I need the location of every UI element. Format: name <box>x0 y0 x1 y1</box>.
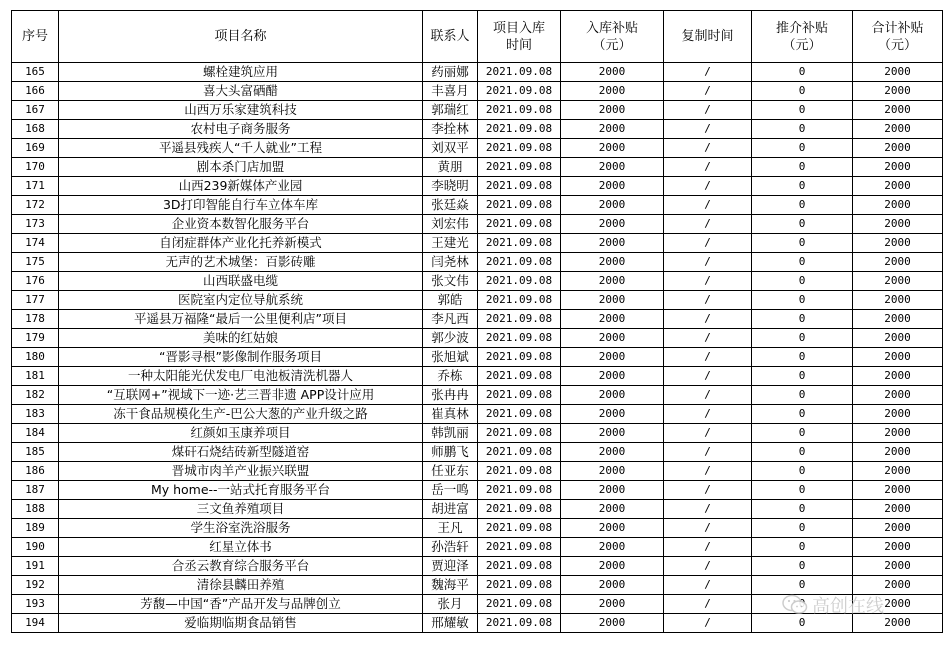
cell-contact: 王凡 <box>423 519 478 538</box>
cell-seq: 186 <box>12 462 59 481</box>
cell-referral-subsidy: 0 <box>752 310 853 329</box>
cell-copy-time: / <box>664 557 752 576</box>
cell-copy-time: / <box>664 614 752 633</box>
cell-contact: 张旭斌 <box>423 348 478 367</box>
table-row <box>12 177 943 196</box>
cell-seq: 191 <box>12 557 59 576</box>
cell-copy-time: / <box>664 481 752 500</box>
cell-copy-time: / <box>664 82 752 101</box>
cell-referral-subsidy: 0 <box>752 253 853 272</box>
cell-entry-subsidy: 2000 <box>561 215 664 234</box>
cell-copy-time: / <box>664 139 752 158</box>
cell-total-subsidy: 2000 <box>853 386 943 405</box>
table-row <box>12 101 943 120</box>
table-row <box>12 120 943 139</box>
cell-entry-subsidy: 2000 <box>561 101 664 120</box>
cell-entry-time: 2021.09.08 <box>478 443 561 462</box>
cell-project-name: 晋城市肉羊产业振兴联盟 <box>59 462 423 481</box>
cell-entry-time: 2021.09.08 <box>478 196 561 215</box>
cell-referral-subsidy: 0 <box>752 462 853 481</box>
cell-seq: 188 <box>12 500 59 519</box>
cell-entry-subsidy: 2000 <box>561 538 664 557</box>
cell-project-name: 3D打印智能自行车立体车库 <box>59 196 423 215</box>
table-row <box>12 443 943 462</box>
table-row <box>12 405 943 424</box>
cell-copy-time: / <box>664 310 752 329</box>
header-total-subsidy <box>853 11 943 63</box>
cell-total-subsidy: 2000 <box>853 348 943 367</box>
table-row <box>12 139 943 158</box>
cell-contact: 张文伟 <box>423 272 478 291</box>
cell-entry-subsidy: 2000 <box>561 424 664 443</box>
cell-entry-subsidy: 2000 <box>561 348 664 367</box>
cell-contact: 邢耀敏 <box>423 614 478 633</box>
cell-project-name: “晋影寻根”影像制作服务项目 <box>59 348 423 367</box>
table-row <box>12 462 943 481</box>
cell-seq: 170 <box>12 158 59 177</box>
cell-project-name: 芳馥—中国“香”产品开发与品牌创立 <box>59 595 423 614</box>
cell-contact: 乔栋 <box>423 367 478 386</box>
cell-entry-time: 2021.09.08 <box>478 386 561 405</box>
cell-total-subsidy: 2000 <box>853 120 943 139</box>
cell-entry-subsidy: 2000 <box>561 519 664 538</box>
cell-entry-time: 2021.09.08 <box>478 253 561 272</box>
cell-contact: 崔真林 <box>423 405 478 424</box>
cell-seq: 177 <box>12 291 59 310</box>
cell-entry-time: 2021.09.08 <box>478 519 561 538</box>
cell-referral-subsidy: 0 <box>752 443 853 462</box>
cell-entry-time: 2021.09.08 <box>478 500 561 519</box>
cell-referral-subsidy: 0 <box>752 272 853 291</box>
table-row <box>12 424 943 443</box>
cell-contact: 刘双平 <box>423 139 478 158</box>
cell-entry-subsidy: 2000 <box>561 481 664 500</box>
cell-total-subsidy: 2000 <box>853 272 943 291</box>
cell-seq: 169 <box>12 139 59 158</box>
subsidy-table <box>11 10 943 633</box>
cell-contact: 闫尧林 <box>423 253 478 272</box>
cell-entry-subsidy: 2000 <box>561 196 664 215</box>
cell-copy-time: / <box>664 538 752 557</box>
table-row <box>12 63 943 82</box>
cell-entry-time: 2021.09.08 <box>478 82 561 101</box>
cell-referral-subsidy: 0 <box>752 101 853 120</box>
table-row <box>12 386 943 405</box>
cell-copy-time: / <box>664 291 752 310</box>
cell-project-name: My home--一站式托育服务平台 <box>59 481 423 500</box>
cell-total-subsidy: 2000 <box>853 595 943 614</box>
cell-referral-subsidy: 0 <box>752 481 853 500</box>
header-referral-subsidy-text: 推介补贴（元） <box>775 20 828 53</box>
cell-referral-subsidy: 0 <box>752 386 853 405</box>
cell-project-name: 自闭症群体产业化托养新模式 <box>59 234 423 253</box>
cell-contact: 黄朋 <box>423 158 478 177</box>
cell-contact: 郭少波 <box>423 329 478 348</box>
cell-project-name: 清徐县麟田养殖 <box>59 576 423 595</box>
cell-seq: 180 <box>12 348 59 367</box>
cell-seq: 193 <box>12 595 59 614</box>
cell-entry-subsidy: 2000 <box>561 272 664 291</box>
table-row <box>12 196 943 215</box>
cell-project-name: 山西239新媒体产业园 <box>59 177 423 196</box>
cell-copy-time: / <box>664 196 752 215</box>
cell-contact: 药丽娜 <box>423 63 478 82</box>
cell-entry-subsidy: 2000 <box>561 158 664 177</box>
cell-copy-time: / <box>664 424 752 443</box>
cell-entry-time: 2021.09.08 <box>478 310 561 329</box>
cell-referral-subsidy: 0 <box>752 614 853 633</box>
cell-entry-subsidy: 2000 <box>561 120 664 139</box>
cell-total-subsidy: 2000 <box>853 329 943 348</box>
cell-seq: 174 <box>12 234 59 253</box>
cell-seq: 178 <box>12 310 59 329</box>
cell-project-name: 无声的艺术城堡：百影砖雕 <box>59 253 423 272</box>
cell-referral-subsidy: 0 <box>752 158 853 177</box>
cell-entry-time: 2021.09.08 <box>478 120 561 139</box>
cell-copy-time: / <box>664 329 752 348</box>
watermark-text: 高创在线 <box>812 596 884 617</box>
header-contact: 联系人 <box>423 11 478 63</box>
cell-total-subsidy: 2000 <box>853 481 943 500</box>
cell-entry-time: 2021.09.08 <box>478 367 561 386</box>
cell-referral-subsidy: 0 <box>752 405 853 424</box>
cell-seq: 185 <box>12 443 59 462</box>
cell-seq: 190 <box>12 538 59 557</box>
table-row <box>12 82 943 101</box>
cell-total-subsidy: 2000 <box>853 519 943 538</box>
cell-contact: 贾迎泽 <box>423 557 478 576</box>
cell-entry-subsidy: 2000 <box>561 139 664 158</box>
cell-entry-subsidy: 2000 <box>561 234 664 253</box>
cell-entry-time: 2021.09.08 <box>478 595 561 614</box>
cell-entry-time: 2021.09.08 <box>478 158 561 177</box>
cell-seq: 182 <box>12 386 59 405</box>
cell-copy-time: / <box>664 595 752 614</box>
cell-project-name: 农村电子商务服务 <box>59 120 423 139</box>
cell-contact: 韩凯丽 <box>423 424 478 443</box>
table-row <box>12 253 943 272</box>
cell-project-name: 三文鱼养殖项目 <box>59 500 423 519</box>
table-row <box>12 481 943 500</box>
cell-project-name: 爱临期临期食品销售 <box>59 614 423 633</box>
cell-seq: 194 <box>12 614 59 633</box>
cell-copy-time: / <box>664 101 752 120</box>
cell-contact: 魏海平 <box>423 576 478 595</box>
table-row <box>12 519 943 538</box>
cell-contact: 张廷焱 <box>423 196 478 215</box>
table-row <box>12 557 943 576</box>
cell-entry-time: 2021.09.08 <box>478 272 561 291</box>
cell-referral-subsidy: 0 <box>752 576 853 595</box>
cell-contact: 丰喜月 <box>423 82 478 101</box>
header-entry-subsidy-text: 入库补贴（元） <box>585 20 638 53</box>
table-row <box>12 500 943 519</box>
cell-referral-subsidy: 0 <box>752 500 853 519</box>
header-entry-time <box>478 11 561 63</box>
cell-project-name: 合丞云教育综合服务平台 <box>59 557 423 576</box>
cell-total-subsidy: 2000 <box>853 177 943 196</box>
cell-total-subsidy: 2000 <box>853 576 943 595</box>
cell-referral-subsidy: 0 <box>752 538 853 557</box>
cell-copy-time: / <box>664 443 752 462</box>
cell-project-name: 煤矸石烧结砖新型隧道窑 <box>59 443 423 462</box>
header-entry-time-text: 项目入库时间 <box>492 20 545 53</box>
cell-project-name: 喜大头富硒醋 <box>59 82 423 101</box>
cell-entry-time: 2021.09.08 <box>478 348 561 367</box>
cell-referral-subsidy: 0 <box>752 329 853 348</box>
cell-project-name: 平遥县残疾人“千人就业”工程 <box>59 139 423 158</box>
cell-seq: 175 <box>12 253 59 272</box>
cell-referral-subsidy: 0 <box>752 519 853 538</box>
table-row <box>12 367 943 386</box>
cell-seq: 179 <box>12 329 59 348</box>
cell-entry-subsidy: 2000 <box>561 405 664 424</box>
cell-entry-time: 2021.09.08 <box>478 481 561 500</box>
cell-project-name: 企业资本数智化服务平台 <box>59 215 423 234</box>
cell-total-subsidy: 2000 <box>853 234 943 253</box>
cell-entry-time: 2021.09.08 <box>478 462 561 481</box>
cell-entry-time: 2021.09.08 <box>478 63 561 82</box>
cell-copy-time: / <box>664 519 752 538</box>
cell-total-subsidy: 2000 <box>853 158 943 177</box>
cell-total-subsidy: 2000 <box>853 139 943 158</box>
cell-project-name: 平遥县万福隆“最后一公里便利店”项目 <box>59 310 423 329</box>
cell-total-subsidy: 2000 <box>853 500 943 519</box>
cell-entry-time: 2021.09.08 <box>478 576 561 595</box>
cell-seq: 187 <box>12 481 59 500</box>
table-row <box>12 329 943 348</box>
cell-contact: 师鹏飞 <box>423 443 478 462</box>
cell-entry-time: 2021.09.08 <box>478 424 561 443</box>
cell-project-name: 医院室内定位导航系统 <box>59 291 423 310</box>
cell-entry-time: 2021.09.08 <box>478 139 561 158</box>
cell-referral-subsidy: 0 <box>752 196 853 215</box>
cell-seq: 176 <box>12 272 59 291</box>
cell-copy-time: / <box>664 462 752 481</box>
cell-project-name: 学生浴室洗浴服务 <box>59 519 423 538</box>
cell-referral-subsidy: 0 <box>752 120 853 139</box>
cell-total-subsidy: 2000 <box>853 215 943 234</box>
cell-referral-subsidy: 0 <box>752 215 853 234</box>
cell-entry-subsidy: 2000 <box>561 576 664 595</box>
cell-contact: 李拴林 <box>423 120 478 139</box>
cell-copy-time: / <box>664 576 752 595</box>
cell-project-name: 山西联盛电缆 <box>59 272 423 291</box>
table-row <box>12 215 943 234</box>
header-project-name: 项目名称 <box>59 11 423 63</box>
cell-total-subsidy: 2000 <box>853 310 943 329</box>
cell-entry-subsidy: 2000 <box>561 595 664 614</box>
cell-contact: 李晓明 <box>423 177 478 196</box>
table-row <box>12 291 943 310</box>
cell-total-subsidy: 2000 <box>853 196 943 215</box>
cell-entry-subsidy: 2000 <box>561 500 664 519</box>
cell-project-name: 山西万乐家建筑科技 <box>59 101 423 120</box>
cell-total-subsidy: 2000 <box>853 443 943 462</box>
header-total-subsidy-text: 合计补贴（元） <box>871 20 924 53</box>
cell-entry-subsidy: 2000 <box>561 82 664 101</box>
cell-copy-time: / <box>664 253 752 272</box>
cell-seq: 165 <box>12 63 59 82</box>
cell-seq: 192 <box>12 576 59 595</box>
cell-referral-subsidy: 0 <box>752 177 853 196</box>
cell-copy-time: / <box>664 272 752 291</box>
cell-entry-subsidy: 2000 <box>561 386 664 405</box>
wechat-icon <box>782 594 808 616</box>
cell-seq: 183 <box>12 405 59 424</box>
cell-entry-time: 2021.09.08 <box>478 557 561 576</box>
cell-copy-time: / <box>664 348 752 367</box>
cell-referral-subsidy: 0 <box>752 557 853 576</box>
cell-seq: 167 <box>12 101 59 120</box>
cell-entry-subsidy: 2000 <box>561 177 664 196</box>
cell-total-subsidy: 2000 <box>853 405 943 424</box>
cell-entry-time: 2021.09.08 <box>478 101 561 120</box>
cell-seq: 184 <box>12 424 59 443</box>
cell-project-name: “互联网+”视域下一迹·艺三晋非遗 APP设计应用 <box>59 386 423 405</box>
cell-project-name: 螺栓建筑应用 <box>59 63 423 82</box>
cell-contact: 王建光 <box>423 234 478 253</box>
table-row <box>12 272 943 291</box>
cell-seq: 168 <box>12 120 59 139</box>
cell-referral-subsidy: 0 <box>752 82 853 101</box>
table-header-row <box>12 11 943 63</box>
table-row <box>12 538 943 557</box>
cell-total-subsidy: 2000 <box>853 82 943 101</box>
cell-total-subsidy: 2000 <box>853 614 943 633</box>
cell-contact: 郭皓 <box>423 291 478 310</box>
cell-referral-subsidy: 0 <box>752 348 853 367</box>
header-copy-time: 复制时间 <box>664 11 752 63</box>
table-body <box>12 63 943 633</box>
header-seq: 序号 <box>12 11 59 63</box>
cell-total-subsidy: 2000 <box>853 253 943 272</box>
cell-entry-time: 2021.09.08 <box>478 177 561 196</box>
header-entry-subsidy <box>561 11 664 63</box>
cell-contact: 刘宏伟 <box>423 215 478 234</box>
cell-referral-subsidy: 0 <box>752 63 853 82</box>
cell-copy-time: / <box>664 120 752 139</box>
cell-copy-time: / <box>664 63 752 82</box>
cell-project-name: 剧本杀门店加盟 <box>59 158 423 177</box>
cell-entry-time: 2021.09.08 <box>478 538 561 557</box>
cell-entry-time: 2021.09.08 <box>478 405 561 424</box>
cell-entry-subsidy: 2000 <box>561 253 664 272</box>
cell-seq: 172 <box>12 196 59 215</box>
cell-contact: 孙浩轩 <box>423 538 478 557</box>
cell-total-subsidy: 2000 <box>853 63 943 82</box>
cell-contact: 胡进富 <box>423 500 478 519</box>
cell-project-name: 一种太阳能光伏发电厂电池板清洗机器人 <box>59 367 423 386</box>
cell-copy-time: / <box>664 215 752 234</box>
cell-referral-subsidy: 0 <box>752 367 853 386</box>
cell-total-subsidy: 2000 <box>853 424 943 443</box>
cell-project-name: 红颜如玉康养项目 <box>59 424 423 443</box>
cell-copy-time: / <box>664 386 752 405</box>
cell-seq: 166 <box>12 82 59 101</box>
cell-entry-subsidy: 2000 <box>561 329 664 348</box>
cell-entry-subsidy: 2000 <box>561 310 664 329</box>
cell-total-subsidy: 2000 <box>853 101 943 120</box>
cell-entry-time: 2021.09.08 <box>478 329 561 348</box>
cell-seq: 173 <box>12 215 59 234</box>
cell-contact: 张冉冉 <box>423 386 478 405</box>
cell-contact: 任亚东 <box>423 462 478 481</box>
cell-seq: 181 <box>12 367 59 386</box>
cell-contact: 岳一鸣 <box>423 481 478 500</box>
table-row <box>12 348 943 367</box>
cell-project-name: 冻干食品规模化生产-巴公大葱的产业升级之路 <box>59 405 423 424</box>
cell-entry-subsidy: 2000 <box>561 557 664 576</box>
cell-entry-time: 2021.09.08 <box>478 215 561 234</box>
cell-entry-time: 2021.09.08 <box>478 234 561 253</box>
cell-seq: 171 <box>12 177 59 196</box>
cell-entry-time: 2021.09.08 <box>478 291 561 310</box>
cell-entry-subsidy: 2000 <box>561 443 664 462</box>
cell-copy-time: / <box>664 367 752 386</box>
cell-entry-subsidy: 2000 <box>561 367 664 386</box>
cell-seq: 189 <box>12 519 59 538</box>
cell-entry-subsidy: 2000 <box>561 614 664 633</box>
cell-copy-time: / <box>664 405 752 424</box>
header-referral-subsidy <box>752 11 853 63</box>
cell-copy-time: / <box>664 500 752 519</box>
cell-total-subsidy: 2000 <box>853 462 943 481</box>
cell-contact: 张月 <box>423 595 478 614</box>
cell-total-subsidy: 2000 <box>853 538 943 557</box>
cell-referral-subsidy: 0 <box>752 139 853 158</box>
table-row <box>12 234 943 253</box>
cell-total-subsidy: 2000 <box>853 291 943 310</box>
cell-contact: 郭瑞红 <box>423 101 478 120</box>
cell-total-subsidy: 2000 <box>853 557 943 576</box>
cell-copy-time: / <box>664 234 752 253</box>
cell-entry-subsidy: 2000 <box>561 63 664 82</box>
table-row <box>12 158 943 177</box>
cell-referral-subsidy: 0 <box>752 234 853 253</box>
cell-copy-time: / <box>664 158 752 177</box>
cell-entry-subsidy: 2000 <box>561 462 664 481</box>
watermark <box>782 592 884 618</box>
cell-copy-time: / <box>664 177 752 196</box>
cell-project-name: 美味的红姑娘 <box>59 329 423 348</box>
cell-project-name: 红星立体书 <box>59 538 423 557</box>
table-row <box>12 310 943 329</box>
cell-contact: 李凡西 <box>423 310 478 329</box>
cell-total-subsidy: 2000 <box>853 367 943 386</box>
cell-referral-subsidy: 0 <box>752 424 853 443</box>
cell-entry-subsidy: 2000 <box>561 291 664 310</box>
cell-referral-subsidy: 0 <box>752 291 853 310</box>
cell-entry-time: 2021.09.08 <box>478 614 561 633</box>
